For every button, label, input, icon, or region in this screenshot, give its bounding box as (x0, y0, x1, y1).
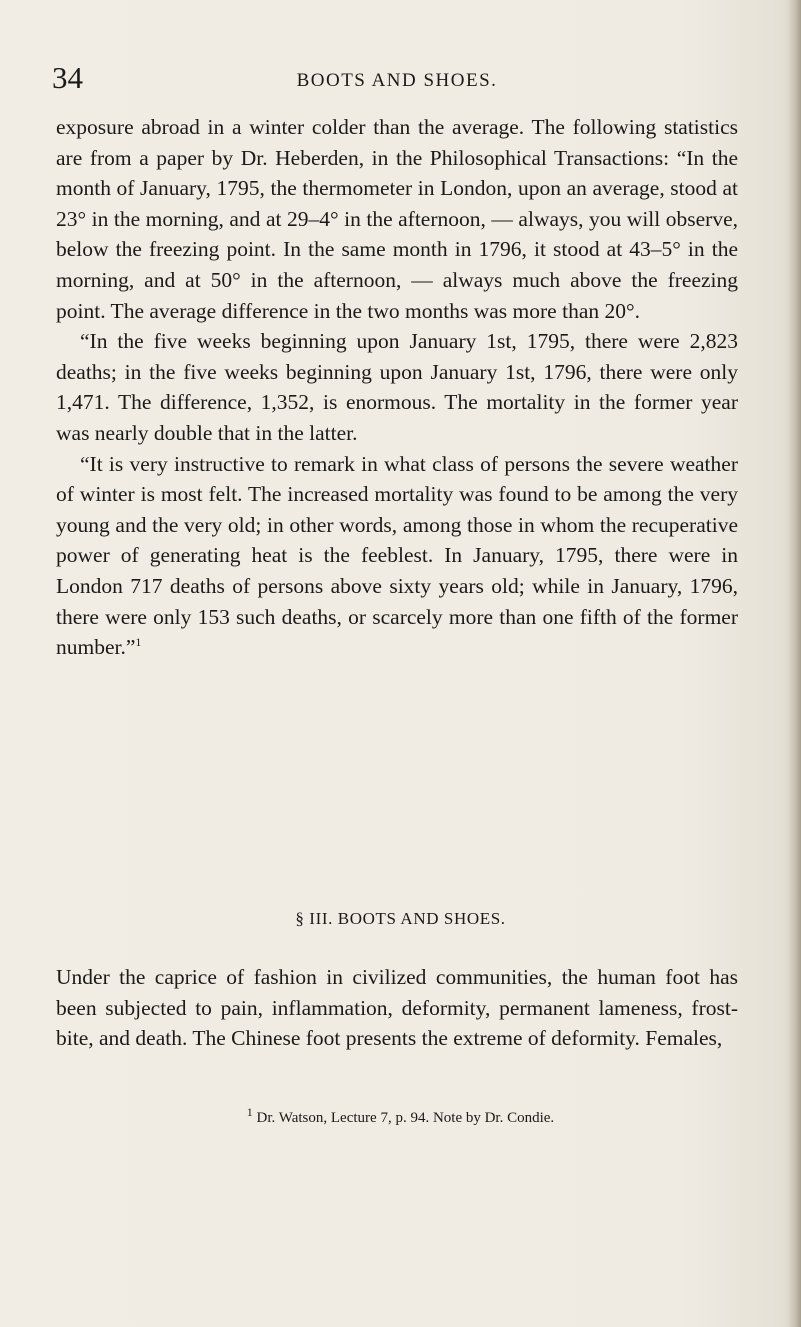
running-title: BOOTS AND SHOES. (296, 70, 498, 91)
footnote-marker: 1 (246, 1105, 253, 1119)
page-number: 34 (52, 60, 83, 95)
footnote-reference: 1 (135, 634, 142, 649)
body-text (56, 112, 738, 663)
section-heading: § III. BOOTS AND SHOES. (295, 909, 506, 928)
paragraph-3-text: “It is very instructive to remark in what class of persons the severe weather of winter is most felt. The increased mortality was found to be among the very young and the very old; in other words, among those in whom the recuperative power of generating heat is the feeblest. In January, 1795, there were in London 717 deaths of persons above sixty years old; while in January, 1796, there were only 153 such deaths, or scarcely more than one fifth of the former number.” (56, 451, 738, 660)
paragraph-3 (56, 449, 738, 663)
section-text (56, 962, 738, 1054)
paragraph-2: “In the five weeks beginning upon January 1st, 1795, there were 2,823 deaths; in the five weeks beginning upon January 1st, 1796, there were only 1,471. The difference, 1,352, is enormous. The mortality in the former year was nearly double that in the latter. (56, 329, 738, 445)
section-paragraph: Under the caprice of fashion in civilized communities, the human foot has been subjected to pain, inflammation, deformity, permanent lameness, frost-bite, and death. The Chinese foot presents the extreme of deformity. Females, (56, 965, 738, 1051)
running-head (52, 58, 742, 98)
paragraph-1: exposure abroad in a winter colder than the average. The following statistics are from a paper by Dr. Heberden, in the Philosophical Transactions: “In the month of January, 1795, the thermometer in London, upon an average, stood at 23° in the morning, and at 29–4° in the afternoon, — always, you will observe, below the freezing point. In the same month in 1796, it stood at 43–5° in the morning, and at 50° in the afternoon, — always much above the freezing point. The average difference in the two months was more than 20°. (56, 115, 738, 323)
footnote (0, 1105, 801, 1131)
footnote-text: Dr. Watson, Lecture 7, p. 94. Note by Dr. Condie. (256, 1110, 555, 1126)
